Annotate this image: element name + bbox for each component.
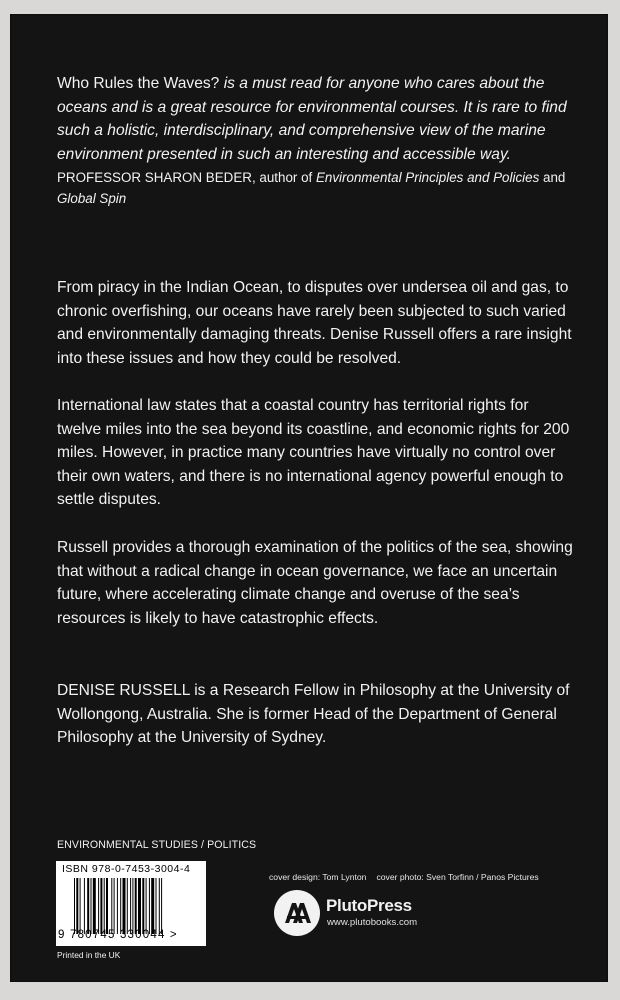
- barcode-digits: 9 780745 330044 >: [58, 929, 178, 941]
- pluto-logo-icon: [274, 890, 320, 936]
- isbn-barcode: [56, 861, 206, 946]
- endorsement-blurb: [57, 72, 577, 209]
- publisher-logo: [274, 890, 454, 938]
- endorsement-quote: [57, 72, 577, 166]
- description-paragraph: From piracy in the Indian Ocean, to disputes over undersea oil and gas, to chronic overfishing, our oceans have rarely been subjected to such varied and environmentally damaging threats. Denise Russell offers a rare insight into these issues and how they could be resolved.: [57, 279, 572, 367]
- subject-category: ENVIRONMENTAL STUDIES / POLITICS: [57, 839, 257, 851]
- publisher-name: PlutoPress: [326, 896, 412, 915]
- endorsement-attribution: [57, 168, 577, 209]
- endorser-book-2: Global Spin: [57, 190, 127, 206]
- publisher-url: www.plutobooks.com: [327, 917, 418, 928]
- cover-credits: [269, 872, 539, 882]
- book-title: Who Rules the Waves?: [57, 75, 220, 92]
- endorser-book-1: Environmental Principles and Policies: [315, 170, 540, 186]
- description-paragraph: International law states that a coastal country has territorial rights for twelve miles into the sea beyond its coastline, and economic rights for 200 miles. However, in practice many countries have virtually no control over their own waters, and there is no international agency powerful enough to settle disputes.: [57, 397, 570, 509]
- printed-in: Printed in the UK: [57, 950, 121, 960]
- attribution-text: and: [539, 170, 566, 186]
- description-paragraph: Russell provides a thorough examination of the politics of the sea, showing that without a radical change in ocean governance, we face an uncertain future, where accelerating climate change and overuse of the sea’s resources is likely to have catastrophic effects.: [57, 539, 573, 627]
- attribution-text: , author of: [251, 170, 316, 186]
- cover-photo-credit: cover photo: Sven Torfinn / Panos Pictures: [376, 872, 539, 882]
- barcode-bars: [74, 878, 198, 934]
- isbn-label: ISBN 978-0-7453-3004-4: [62, 863, 191, 875]
- cover-design-credit: cover design: Tom Lynton: [269, 872, 367, 882]
- author-bio: DENISE RUSSELL is a Research Fellow in Philosophy at the University of Wollongong, Australia. She is former Head of the Department of General Philosophy at the University of Sydney.: [57, 682, 570, 747]
- quote-text: is a must read for anyone who cares about the oceans and is a great resource for environmental courses. It is rare to find such a holistic, interdisciplinary, and comprehensive view of the marine environment presented in such an interesting and accessible way.: [57, 75, 567, 163]
- back-cover: [10, 14, 608, 982]
- endorser-name: PROFESSOR SHARON BEDER: [57, 170, 252, 186]
